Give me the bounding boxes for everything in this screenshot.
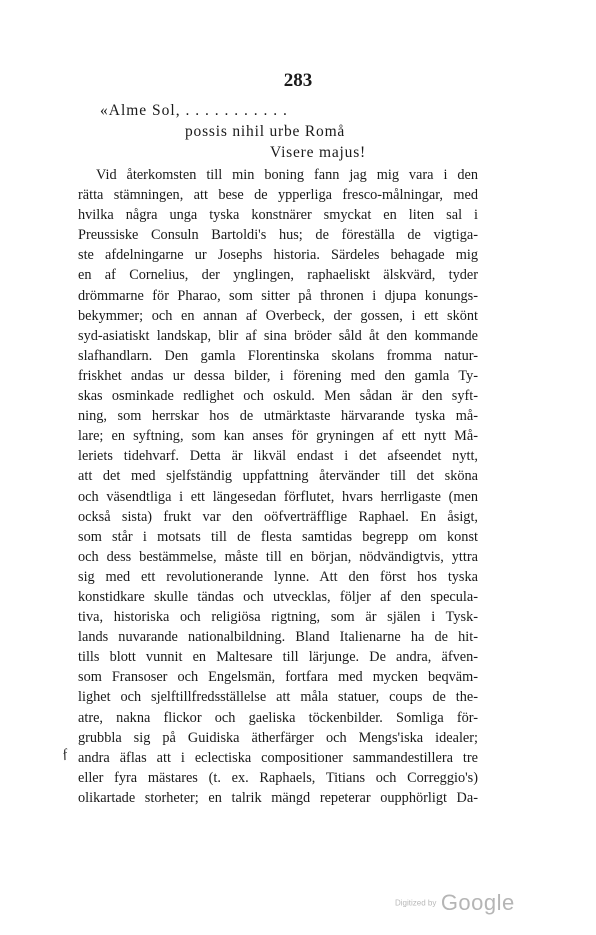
text-line: lands nuvarande nationalbildning. Bland Italienarne ha de hit- [78, 629, 478, 646]
verse-line-3: Visere majus! [270, 144, 366, 161]
text-line: rätta stämningen, att bese de ypperliga fresco-målningar, med [78, 187, 478, 204]
text-line: friskhet andas ur dessa bilder, i förening med den gamla Ty- [78, 367, 478, 384]
margin-mark: ƒ [60, 746, 71, 763]
text-line: som står i motsats till de flesta samtidas begrepp om konst [78, 528, 478, 545]
text-line: lighet och sjelftillfredsställelse att måla statuer, coups de the- [78, 689, 478, 706]
page-number: 283 [283, 70, 313, 91]
google-watermark [395, 890, 515, 916]
text-line: sig med ett revolutionerande lynne. Att den först hos tyska [78, 568, 478, 585]
text-line: som Fransoser och Engelsmän, fortfara med mycken beqväm- [78, 669, 478, 686]
text-line: konstidkare skulle tändas och utvecklas, följer af den specula- [78, 588, 478, 605]
text-line: ste afdelningarne ur Josephs historia. Särdeles behagade mig [78, 247, 478, 264]
google-logo: Google [440, 890, 515, 915]
text-line: och väsendtliga i ett längesedan förflutet, hvars herrligaste (men [78, 488, 478, 505]
text-line: drömmarne för Pharao, som sitter på thronen i djupa konungs- [78, 287, 478, 304]
text-line: och dess bestämmelse, måste till en början, nödvändigtvis, yttra [78, 548, 478, 565]
text-line: att det med sjelfständig uppfattning återvänder till det sköna [78, 468, 478, 485]
text-line: syd-asiatiskt landskap, blir af sina bröder såld åt den kommande [78, 327, 478, 344]
text-line: leriets tidehvarf. Detta är likväl endast i det afseendet nytt, [78, 448, 478, 465]
text-line: andra äflas att i eclectiska compositioner sammandestillera tre [78, 749, 478, 766]
text-line: en af Cornelius, der ynglingen, raphaeliskt älskvärd, tyder [78, 267, 478, 284]
text-line: grubbla sig på Guidiska ätherfärger och Mengs'iska idealer; [78, 729, 478, 746]
text-line: Vid återkomsten till min boning fann jag mig vara i den [96, 167, 478, 183]
watermark-digitized-text: Digitized by [395, 898, 437, 908]
text-line: lare; en syftning, som kan anses för gryningen af ett nytt Må- [78, 428, 478, 445]
text-line: tills blott vunnit en Maltesare till lärjunge. De andra, äfven- [78, 649, 478, 666]
text-line: tiva, historiska och religiösa rigtning, som är själen i Tysk- [78, 609, 478, 626]
verse-line-1: «Alme Sol, . . . . . . . . . . . [100, 102, 288, 119]
text-line: ning, som herrskar hos de utmärktaste härvarande tyska må- [78, 408, 478, 425]
text-line: olikartade storheter; en talrik mängd repeterar oupphörligt Da- [78, 789, 478, 806]
text-line: bekymmer; och en annan af Overbeck, der gossen, i ett skönt [78, 307, 478, 324]
verse-line-2: possis nihil urbe Romå [185, 123, 346, 140]
text-line: Preussiske Consuln Bartoldi's hus; de föreställa de vigtiga- [78, 227, 478, 244]
text-line: skas osminkade redlighet och oskuld. Men sådan är den syft- [78, 388, 478, 405]
text-line: också sista) frukt var den oöfverträfflige Raphael. En åsigt, [78, 508, 478, 525]
text-line: hvilka några unga tyska konstnärer smyckat en liten sal i [78, 207, 478, 224]
text-line: slafhandlarn. Den gamla Florentinska skolans fromma natur- [78, 347, 478, 364]
text-line: eller fyra mästares (t. ex. Raphaels, Titians och Correggio's) [78, 769, 478, 786]
body-text [78, 165, 478, 808]
text-line: atre, nakna flickor och gaeliska töckenbilder. Somliga för- [78, 709, 478, 726]
